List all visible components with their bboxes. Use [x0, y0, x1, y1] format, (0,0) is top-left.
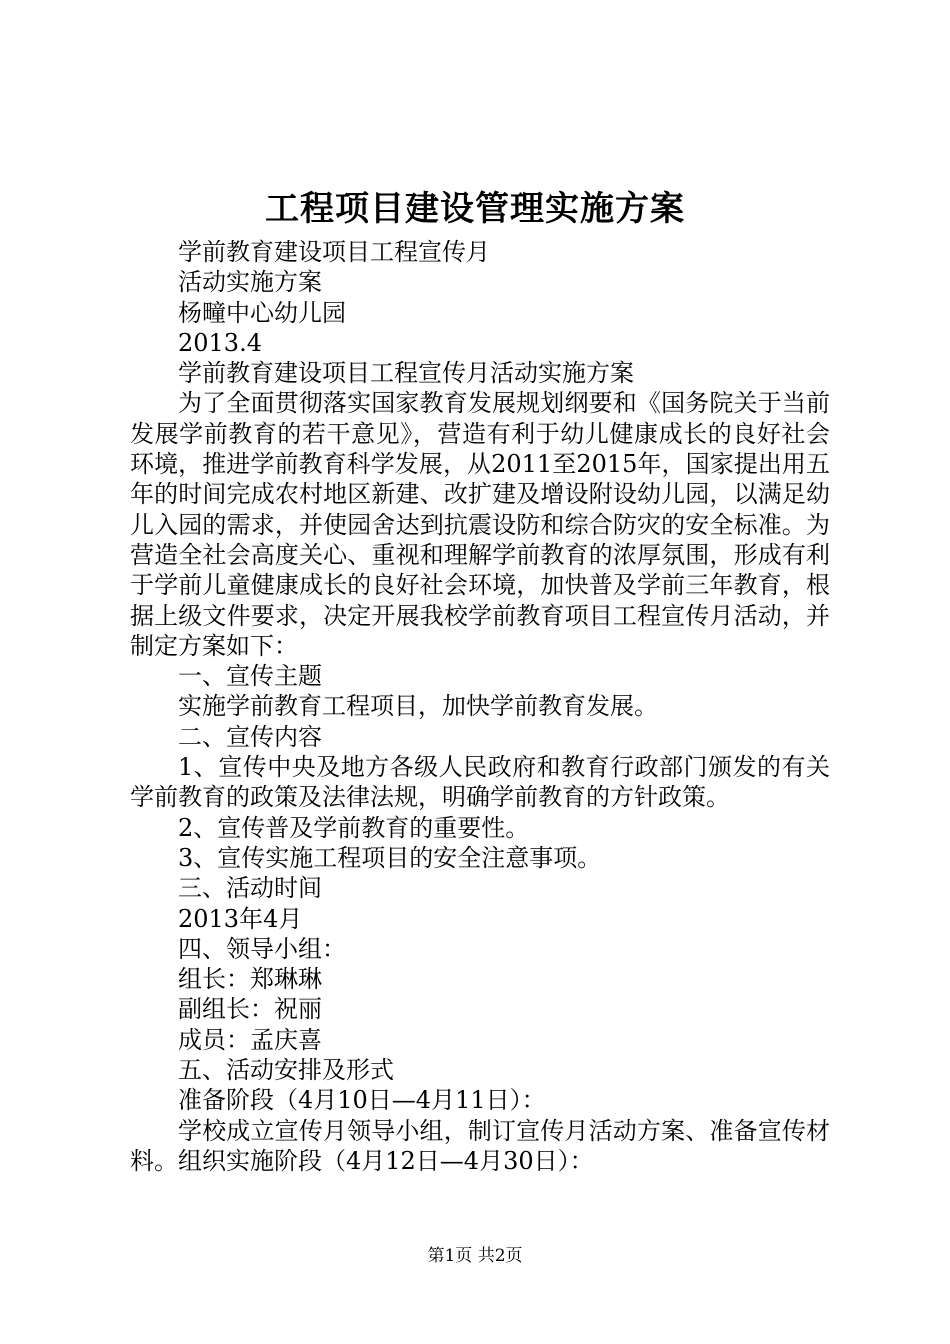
- paragraph: 为了全面贯彻落实国家教育发展规划纲要和《国务院关于当前发展学前教育的若干意见》，营造有利于幼儿健康成长的良好社会环境，推进学前教育科学发展，从2011至2015年，国家提出用五年的时间完成农村地区新建、改扩建及增设附设幼儿园，以满足幼儿入园的需求，并使园舍达到抗震设防和综合防灾的安全标准。为营造全社会高度关心、重视和理解学前教育的浓厚氛围，形成有利于学前儿童健康成长的良好社会环境，加快普及学前三年教育，根据上级文件要求，决定开展我校学前教育项目工程宣传月活动，并制定方案如下：: [130, 389, 830, 660]
- paragraph: 1、宣传中央及地方各级人民政府和教育行政部门颁发的有关学前教育的政策及法律法规，明确学前教育的方针政策。: [130, 753, 830, 812]
- paragraph: 学前教育建设项目工程宣传月活动实施方案: [178, 359, 634, 388]
- section-heading: 四、领导小组：: [178, 934, 346, 963]
- section-heading: 三、活动时间: [178, 874, 322, 903]
- paragraph: 2、宣传普及学前教育的重要性。: [178, 813, 530, 842]
- page-footer: 第1页 共2页: [427, 1246, 523, 1266]
- paragraph: 2013.4: [178, 328, 262, 357]
- paragraph: 3、宣传实施工程项目的安全注意事项。: [178, 843, 602, 872]
- paragraph: 副组长：祝丽: [178, 995, 322, 1024]
- paragraph: 杨疃中心幼儿园: [178, 298, 346, 327]
- document-title: 工程项目建设管理实施方案: [265, 189, 685, 229]
- document-body: [130, 237, 830, 1176]
- paragraph: 学校成立宣传月领导小组，制订宣传月活动方案、准备宣传材料。组织实施阶段（4月12日—4月30日）：: [130, 1116, 830, 1175]
- paragraph: 成员：孟庆喜: [178, 1025, 322, 1054]
- section-heading: 二、宣传内容: [178, 722, 322, 751]
- paragraph: 学前教育建设项目工程宣传月: [178, 238, 490, 266]
- paragraph: 组长：郑琳琳: [178, 965, 322, 994]
- paragraph: 准备阶段（4月10日—4月11日）：: [178, 1086, 546, 1115]
- paragraph: 活动实施方案: [178, 268, 322, 297]
- paragraph: 2013年4月: [178, 904, 303, 933]
- section-heading: 一、宣传主题: [178, 662, 322, 691]
- paragraph: 实施学前教育工程项目，加快学前教育发展。: [178, 692, 658, 721]
- section-heading: 五、活动安排及形式: [178, 1056, 394, 1085]
